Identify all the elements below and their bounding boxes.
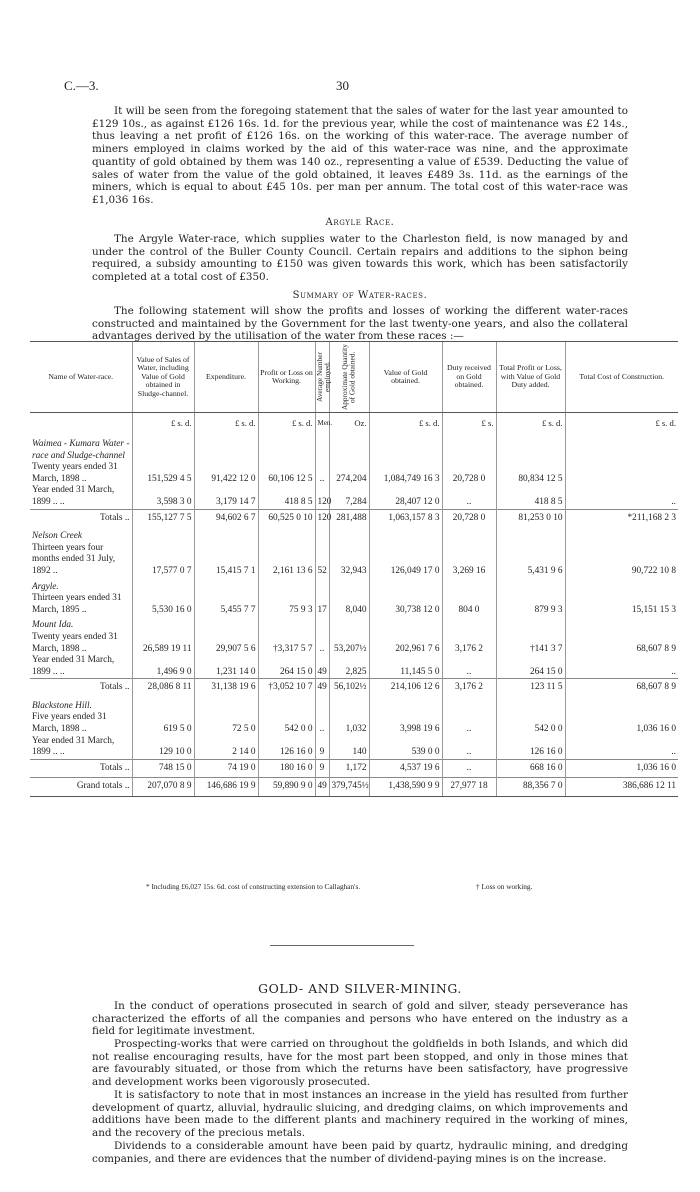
table-cell: 31,138 19 6 xyxy=(194,679,258,697)
row-label: Year ended 31 March, 1899 .. .. xyxy=(32,735,115,758)
table-cell: 1,036 16 0 xyxy=(565,712,678,735)
row-label: Thirteen years four months ended 31 July, 1892 .. xyxy=(32,542,116,576)
table-cell xyxy=(369,697,442,713)
table-cell: 3,269 16 xyxy=(442,543,496,578)
col-header: Total Cost of Construction. xyxy=(565,342,678,413)
table-cell xyxy=(315,578,329,594)
col-header: Duty received on Gold obtained. xyxy=(442,342,496,413)
table-cell xyxy=(369,527,442,543)
table-cell: 214,106 12 6 xyxy=(369,679,442,697)
table-cell: 15,151 15 3 xyxy=(565,593,678,616)
table-cell: 151,529 4 5 xyxy=(132,462,194,485)
table-cell: 2,825 xyxy=(329,655,369,679)
table-cell xyxy=(442,527,496,543)
paragraph-argyle: The Argyle Water-race, which supplies water to the Charleston field, is now managed by and under the control of the Buller County Council. Certain repairs and additions to the siphon being required, a subsidy amounting to £150 was given towards this work, which has been satisfactorily completed at a total cost of £350. xyxy=(92,233,628,284)
group-heading-row xyxy=(30,697,678,713)
table-cell: 264 15 0 xyxy=(258,655,315,679)
table-cell: 94,602 6 7 xyxy=(194,509,258,527)
table-cell: 68,607 8 9 xyxy=(565,632,678,655)
unit-cell: £ s. d. xyxy=(132,413,194,436)
table-cell xyxy=(315,616,329,632)
totals-row xyxy=(30,759,678,778)
row-label: Nelson Creek xyxy=(32,531,83,542)
row-label: Totals .. xyxy=(30,679,132,697)
table-cell: 386,686 12 11 xyxy=(565,778,678,797)
table-cell: 88,356 7 0 xyxy=(496,778,565,797)
table-row xyxy=(30,712,678,735)
group-heading-row xyxy=(30,578,678,594)
table-cell xyxy=(369,435,442,462)
col-header: Value of Gold obtained. xyxy=(369,342,442,413)
table-cell: †3,052 10 7 xyxy=(258,679,315,697)
table-cell xyxy=(258,697,315,713)
table-cell: 60,525 0 10 xyxy=(258,509,315,527)
table-cell xyxy=(496,616,565,632)
table-cell: 49 xyxy=(315,655,329,679)
grand-totals-row xyxy=(30,778,678,797)
table-cell xyxy=(565,578,678,594)
table-cell: †141 3 7 xyxy=(496,632,565,655)
table-cell xyxy=(194,616,258,632)
table-cell: 129 10 0 xyxy=(132,736,194,760)
table-cell: 1,036 16 0 xyxy=(565,759,678,778)
table-cell: 17,577 0 7 xyxy=(132,543,194,578)
table-cell xyxy=(194,527,258,543)
group-heading-row xyxy=(30,616,678,632)
table-cell xyxy=(329,697,369,713)
table-cell: 52 xyxy=(315,543,329,578)
table-cell: 1,231 14 0 xyxy=(194,655,258,679)
totals-row xyxy=(30,509,678,527)
table-cell: 207,070 8 9 xyxy=(132,778,194,797)
table-cell: 68,607 8 9 xyxy=(565,679,678,697)
table-cell: 748 15 0 xyxy=(132,759,194,778)
table-cell xyxy=(329,616,369,632)
table-cell: 668 16 0 xyxy=(496,759,565,778)
table-cell: 123 11 5 xyxy=(496,679,565,697)
table-cell xyxy=(132,616,194,632)
table-cell: 120 xyxy=(315,509,329,527)
table-cell xyxy=(442,578,496,594)
table-cell xyxy=(132,527,194,543)
table-cell xyxy=(194,435,258,462)
table-cell xyxy=(315,527,329,543)
table-cell xyxy=(132,435,194,462)
table-cell: 56,102½ xyxy=(329,679,369,697)
table-cell: 7,284 xyxy=(329,485,369,509)
table-cell: .. xyxy=(565,485,678,509)
table-cell: 146,686 19 9 xyxy=(194,778,258,797)
table-cell: 1,438,590 9 9 xyxy=(369,778,442,797)
table-cell: 126 16 0 xyxy=(496,736,565,760)
table-cell xyxy=(496,527,565,543)
table-row xyxy=(30,632,678,655)
table-cell xyxy=(315,435,329,462)
table-cell: 539 0 0 xyxy=(369,736,442,760)
section-divider xyxy=(270,945,414,946)
table-cell xyxy=(258,616,315,632)
heading-gold-silver-mining: GOLD- AND SILVER-MINING. xyxy=(258,981,462,996)
table-cell: 619 5 0 xyxy=(132,712,194,735)
table-cell: .. xyxy=(442,736,496,760)
table-cell: 15,415 7 1 xyxy=(194,543,258,578)
table-cell: 75 9 3 xyxy=(258,593,315,616)
table-cell: 202,961 7 6 xyxy=(369,632,442,655)
table-header-row xyxy=(30,342,678,413)
table-cell xyxy=(369,578,442,594)
footnote-dagger: † Loss on working. xyxy=(476,882,533,891)
table-cell: 80,834 12 5 xyxy=(496,462,565,485)
table-cell: 74 19 0 xyxy=(194,759,258,778)
row-label: Year ended 31 March, 1899 .. .. xyxy=(32,655,115,677)
col-header: Name of Water-race. xyxy=(30,342,132,413)
table-row xyxy=(30,485,678,509)
table-cell: 281,488 xyxy=(329,509,369,527)
table-cell: 11,145 5 0 xyxy=(369,655,442,679)
table-cell: 126 16 0 xyxy=(258,736,315,760)
table-cell xyxy=(442,435,496,462)
table-cell: 26,589 19 11 xyxy=(132,632,194,655)
table-cell xyxy=(329,578,369,594)
table-cell: 28,407 12 0 xyxy=(369,485,442,509)
table-cell: 49 xyxy=(315,778,329,797)
group-heading-row xyxy=(30,435,678,462)
table-cell: 1,084,749 16 3 xyxy=(369,462,442,485)
table-cell xyxy=(132,697,194,713)
table-cell xyxy=(315,697,329,713)
table-cell: 2 14 0 xyxy=(194,736,258,760)
col-header: Approximate Quantity of Gold obtained. xyxy=(329,342,369,413)
table-cell: 1,172 xyxy=(329,759,369,778)
table-cell xyxy=(496,697,565,713)
table-cell: 5,431 9 6 xyxy=(496,543,565,578)
table-cell: .. xyxy=(442,655,496,679)
table-cell: 9 xyxy=(315,736,329,760)
table-cell xyxy=(369,616,442,632)
table-cell xyxy=(442,616,496,632)
table-cell: .. xyxy=(442,712,496,735)
table-cell: .. xyxy=(315,632,329,655)
table-cell xyxy=(194,697,258,713)
table-cell xyxy=(565,697,678,713)
footnote-star: * Including £6,027 15s. 6d. cost of constructing extension to Callaghan's. xyxy=(146,882,361,891)
unit-cell xyxy=(30,413,132,436)
table-cell: 59,890 9 0 xyxy=(258,778,315,797)
col-header: Value of Sales of Water, including Value of Gold obtained in Sludge-channel. xyxy=(132,342,194,413)
table-cell: 804 0 xyxy=(442,593,496,616)
heading-summary: Summary of Water-races. xyxy=(292,290,428,301)
paragraph-gold-4: Dividends to a considerable amount have been paid by quartz, hydraulic mining, and dredging companies, and there are evidences that the number of dividend-paying mines is on the increase. xyxy=(92,1140,628,1165)
table-cell: 49 xyxy=(315,679,329,697)
table-cell: 418 8 5 xyxy=(258,485,315,509)
table-cell xyxy=(329,527,369,543)
table-cell xyxy=(258,435,315,462)
table-cell: .. xyxy=(315,712,329,735)
table-cell xyxy=(565,435,678,462)
table-cell: 9 xyxy=(315,759,329,778)
table-cell: 81,253 0 10 xyxy=(496,509,565,527)
paragraph-water-sales: It will be seen from the foregoing statement that the sales of water for the last year amounted to £129 10s., as against £126 16s. 1d. for the previous year, while the cost of maintenance was £2 14s., thus leaving a net profit of £126 16s. on the working of this water-race. The average number of miners employed in claims worked by the aid of this water-race was nine, and the approximate quantity of gold obtained by them was 140 oz., representing a value of £539. Deducting the value of sales of water from the value of the gold obtained, it leaves £489 3s. 11d. as the earnings of the miners, which is equal to about £45 10s. per man per annum. The total cost of this water-race was £1,036 16s. xyxy=(92,105,628,206)
table-cell: 155,127 7 5 xyxy=(132,509,194,527)
unit-cell: £ s. xyxy=(442,413,496,436)
table-cell xyxy=(442,697,496,713)
table-cell: .. xyxy=(565,736,678,760)
table-cell: 3,176 2 xyxy=(442,632,496,655)
table-cell xyxy=(258,527,315,543)
group-heading-row xyxy=(30,527,678,543)
table-cell: 2,161 13 6 xyxy=(258,543,315,578)
table-body xyxy=(30,413,678,797)
table-cell: 32,943 xyxy=(329,543,369,578)
table-cell: 5,455 7 7 xyxy=(194,593,258,616)
table-row xyxy=(30,593,678,616)
table-cell: 879 9 3 xyxy=(496,593,565,616)
table-cell: 53,207½ xyxy=(329,632,369,655)
table-cell: 3,998 19 6 xyxy=(369,712,442,735)
row-label: Twenty years ended 31 March, 1898 .. xyxy=(32,462,118,484)
table-cell xyxy=(258,578,315,594)
table-cell: 126,049 17 0 xyxy=(369,543,442,578)
table-cell xyxy=(565,527,678,543)
unit-cell: Men. xyxy=(315,413,329,436)
unit-cell: £ s. d. xyxy=(496,413,565,436)
unit-cell: Oz. xyxy=(329,413,369,436)
table-cell: 20,728 0 xyxy=(442,509,496,527)
page-header xyxy=(64,78,656,96)
table-cell: 5,530 16 0 xyxy=(132,593,194,616)
table-cell xyxy=(194,578,258,594)
units-row xyxy=(30,413,678,436)
unit-cell: £ s. d. xyxy=(194,413,258,436)
table-cell: 72 5 0 xyxy=(194,712,258,735)
page-number: 30 xyxy=(336,78,349,93)
row-label: Grand totals .. xyxy=(30,778,132,797)
table-cell: 264 15 0 xyxy=(496,655,565,679)
water-races-table xyxy=(30,341,678,797)
table-cell: .. xyxy=(315,462,329,485)
paragraph-gold-3: It is satisfactory to note that in most instances an increase in the yield has resulted from further development of quartz, alluvial, hydraulic sluicing, and dredging claims, on which improvements and additions have been made to the different plants and machinery required in the working of mines, and the recovery of the precious metals. xyxy=(92,1089,628,1140)
table-cell: 542 0 0 xyxy=(258,712,315,735)
table-cell: 180 16 0 xyxy=(258,759,315,778)
row-label: Totals .. xyxy=(30,759,132,778)
table-row xyxy=(30,736,678,760)
col-header: Expenditure. xyxy=(194,342,258,413)
paragraph-summary-intro: The following statement will show the profits and losses of working the different water-races constructed and maintained by the Government for the last twenty-one years, and also the collateral advantages derived by the utilisation of the water from these races :— xyxy=(92,305,628,343)
table-cell: 60,106 12 5 xyxy=(258,462,315,485)
table-cell: .. xyxy=(565,655,678,679)
table-cell: .. xyxy=(442,759,496,778)
table-cell: 20,728 0 xyxy=(442,462,496,485)
row-label: Thirteen years ended 31 March, 1895 .. xyxy=(32,593,122,615)
table-cell: 1,063,157 8 3 xyxy=(369,509,442,527)
col-header: Total Profit or Loss, with Value of Gold Duty added. xyxy=(496,342,565,413)
table-cell: 274,204 xyxy=(329,462,369,485)
col-header: Average Number employed. xyxy=(315,342,329,413)
table-cell: 29,907 5 6 xyxy=(194,632,258,655)
table-row xyxy=(30,462,678,485)
col-header: Profit or Loss on Working. xyxy=(258,342,315,413)
totals-row xyxy=(30,679,678,697)
row-label: Waimea - Kumara Water - race and Sludge-channel xyxy=(32,439,130,461)
table-cell: 379,745½ xyxy=(329,778,369,797)
document-reference: C.—3. xyxy=(64,78,99,93)
table-cell: 418 8 5 xyxy=(496,485,565,509)
table-cell: 3,176 2 xyxy=(442,679,496,697)
row-label: Year ended 31 March, 1899 .. .. xyxy=(32,485,115,507)
table-row xyxy=(30,543,678,578)
table-cell: 28,086 8 11 xyxy=(132,679,194,697)
row-label: Mount Ida. xyxy=(32,620,74,631)
table-cell xyxy=(565,616,678,632)
table-cell: 542 0 0 xyxy=(496,712,565,735)
heading-argyle-race: Argyle Race. xyxy=(325,217,395,228)
table-cell: 3,179 14 7 xyxy=(194,485,258,509)
table-cell: 8,040 xyxy=(329,593,369,616)
table-cell: 91,422 12 0 xyxy=(194,462,258,485)
unit-cell: £ s. d. xyxy=(258,413,315,436)
unit-cell: £ s. d. xyxy=(565,413,678,436)
table-cell: *211,168 2 3 xyxy=(565,509,678,527)
row-label: Twenty years ended 31 March, 1898 .. xyxy=(32,631,118,654)
table-cell: 4,537 19 6 xyxy=(369,759,442,778)
unit-cell: £ s. d. xyxy=(369,413,442,436)
table-cell: 1,496 9 0 xyxy=(132,655,194,679)
table-row xyxy=(30,655,678,679)
table-cell: †3,317 5 7 xyxy=(258,632,315,655)
table-cell: 3,598 3 0 xyxy=(132,485,194,509)
row-label: Argyle. xyxy=(32,581,59,592)
paragraph-gold-1: In the conduct of operations prosecuted in search of gold and silver, steady perseverance has characterized the efforts of all the companies and persons who have entered on the industry as a field for legitimate investment. xyxy=(92,1000,628,1038)
row-label: Totals .. xyxy=(30,509,132,527)
table-cell: 120 xyxy=(315,485,329,509)
table-cell xyxy=(565,462,678,485)
table-cell: 140 xyxy=(329,736,369,760)
paragraph-gold-2: Prospecting-works that were carried on throughout the goldfields in both Islands, and which did not realise encouraging results, have for the most part been stopped, and only in those mines that are favourably situated, or those from which the returns have been satisfactory, have progressive and development works been vigorously prosecuted. xyxy=(92,1038,628,1089)
table-cell: 17 xyxy=(315,593,329,616)
row-label: Blackstone Hill. xyxy=(32,700,92,711)
table-cell: .. xyxy=(442,485,496,509)
table-cell xyxy=(496,435,565,462)
table-cell xyxy=(496,578,565,594)
table-cell: 90,722 10 8 xyxy=(565,543,678,578)
table-cell: 1,032 xyxy=(329,712,369,735)
row-label: Five years ended 31 March, 1898 .. xyxy=(32,712,107,735)
table-cell xyxy=(329,435,369,462)
table-cell xyxy=(132,578,194,594)
table-cell: 27,977 18 xyxy=(442,778,496,797)
table-cell: 30,738 12 0 xyxy=(369,593,442,616)
